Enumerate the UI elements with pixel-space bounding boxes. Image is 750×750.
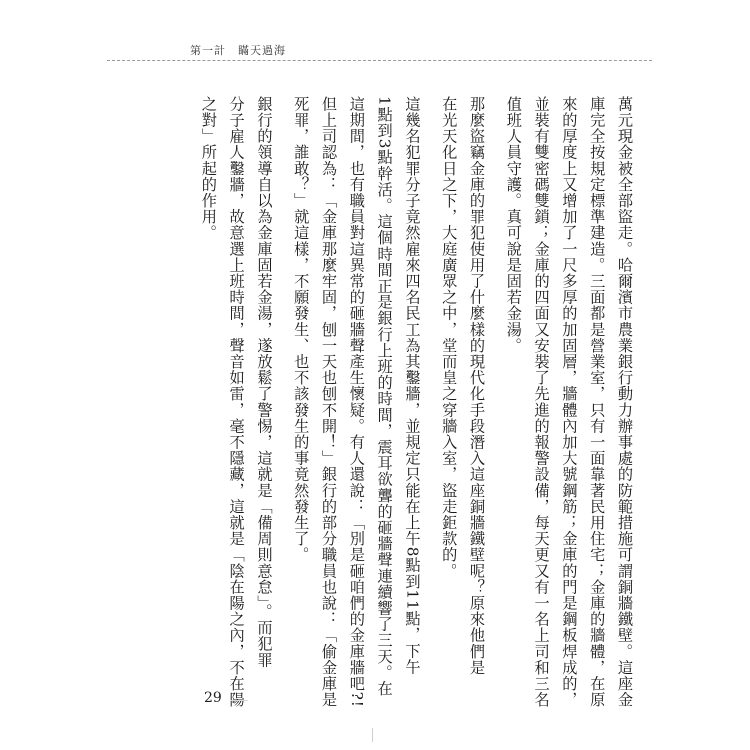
text-line: 1點到3點幹活。這個時間正是銀行上班的時間，震耳欲聾的砸牆聲連續響了三天。在 [375, 96, 394, 697]
text-line: 來的厚度上又增加了一尺多厚的加固層，牆體內加大號鋼筋；金庫的門是鋼板焊成的， [560, 96, 579, 708]
text-line: 但上司認為：「金庫那麼牢固，刨一天也刨不開！」銀行的部分職員也說：「偷金庫是 [320, 96, 339, 708]
page-number: 29 [204, 690, 222, 706]
header-dashed-rule [107, 60, 652, 61]
text-line: 值班人員守護。真可說是固若金湯。 [504, 96, 523, 354]
text-line: 那麼盜竊金庫的罪犯使用了什麼樣的現代化手段潛入這座銅牆鐵壁呢？原來他們是 [468, 96, 487, 676]
paragraph-gap [490, 96, 499, 656]
text-line: 銀行的領導自以為金庫固若金湯，遂放鬆了警惕，這就是「備周則意怠」。而犯罪 [255, 96, 274, 668]
paragraph-gap [425, 96, 434, 656]
text-line: 在光天化日之下，大庭廣眾之中，堂而皇之穿牆入室，盜走鉅款的。 [440, 96, 459, 579]
paragraph-gap [277, 96, 286, 656]
text-line: 分子雇人鑿牆，故意選上班時間，聲音如雷，毫不隱藏，這就是「陰在陽之內，不在陽 [227, 96, 246, 708]
text-line: 之對」所起的作用。 [199, 96, 218, 241]
running-header: 第一計 瞞天過海 [190, 44, 286, 57]
text-line: 庫完全按規定標準建造。三面都是營業室，只有一面靠著民用住宅；金庫的牆體，在原 [588, 96, 607, 708]
text-line: 死罪，誰敢？」就這樣，不願發生、也不該發生的事竟然發生了。 [292, 96, 311, 563]
text-line: 萬元現金被全部盜走。哈爾濱市農業銀行動力辦事處的防範措施可謂銅牆鐵壁。這座金 [616, 96, 634, 708]
crop-mark [372, 728, 373, 742]
footer-rule [230, 700, 248, 701]
text-line: 並裝有雙密碼雙鎖；金庫的四面又安裝了先進的報警設備，每天更又有一名上司和三名 [532, 96, 551, 708]
text-line: 這幾名犯罪分子竟然雇來四名民工為其鑿牆，並規定只能在上午8點到11點，下午 [403, 96, 422, 676]
text-line: 這期間，也有職員對這異常的砸牆聲產生懷疑。有人還說：「別是砸咱們的金庫牆吧?! [347, 96, 366, 708]
